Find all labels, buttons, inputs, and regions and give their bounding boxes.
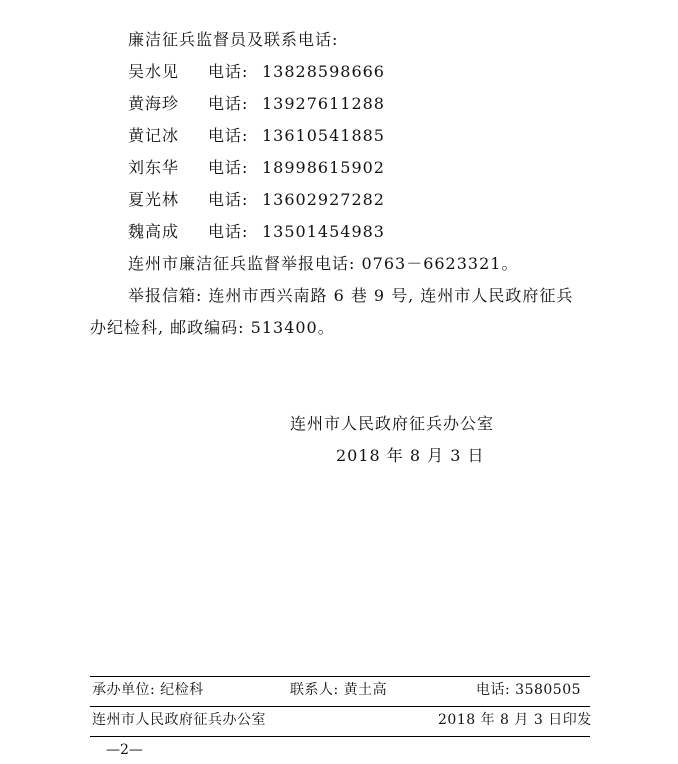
supervisor-phone: 13610541885 [262,126,385,145]
signature-org: 连州市人民政府征兵办公室 [290,414,495,433]
footer-issuer: 连州市人民政府征兵办公室 [92,712,266,728]
supervisor-phone: 18998615902 [262,158,385,177]
supervisor-row [128,94,385,114]
phone-label: 电话: [208,190,249,209]
mailbox-line-2: 办纪检科, 邮政编码: 513400。 [90,318,335,337]
phone-label: 电话: [208,222,249,241]
footer-middle-rule [90,706,590,707]
supervisor-row [128,222,385,242]
supervisor-name: 夏光林 [128,190,180,209]
supervisor-row [128,62,385,82]
supervisor-row [128,126,385,146]
phone-label: 电话: [208,62,249,81]
footer-contact: 联系人: 黄土高 [290,682,388,698]
supervisor-name: 刘东华 [128,158,180,177]
footer-bottom-rule [90,736,590,737]
mailbox-line-1: 举报信箱: 连州市西兴南路 6 巷 9 号, 连州市人民政府征兵 [128,286,574,305]
supervisor-phone: 13602927282 [262,190,385,209]
supervisor-phone: 13501454983 [262,222,385,241]
footer-top-rule [90,676,590,677]
hotline-text: 连州市廉洁征兵监督举报电话: 0763－6623321。 [128,254,519,273]
signature-date: 2018 年 8 月 3 日 [336,446,485,465]
footer-undertaker: 承办单位: 纪检科 [92,682,204,698]
supervisor-row [128,190,385,210]
phone-label: 电话: [208,158,249,177]
phone-label: 电话: [208,126,249,145]
footer-issue-date: 2018 年 8 月 3 日印发 [438,712,592,728]
supervisor-phone: 13927611288 [262,94,385,113]
page-number: —2— [106,742,143,758]
supervisor-name: 魏高成 [128,222,180,241]
supervisor-name: 黄海珍 [128,94,180,113]
footer-phone: 电话: 3580505 [476,682,582,698]
supervisor-heading: 廉洁征兵监督员及联系电话: [128,30,339,49]
phone-label: 电话: [208,94,249,113]
supervisor-name: 吴水见 [128,62,180,81]
supervisor-phone: 13828598666 [262,62,385,81]
supervisor-name: 黄记冰 [128,126,180,145]
supervisor-row [128,158,385,178]
